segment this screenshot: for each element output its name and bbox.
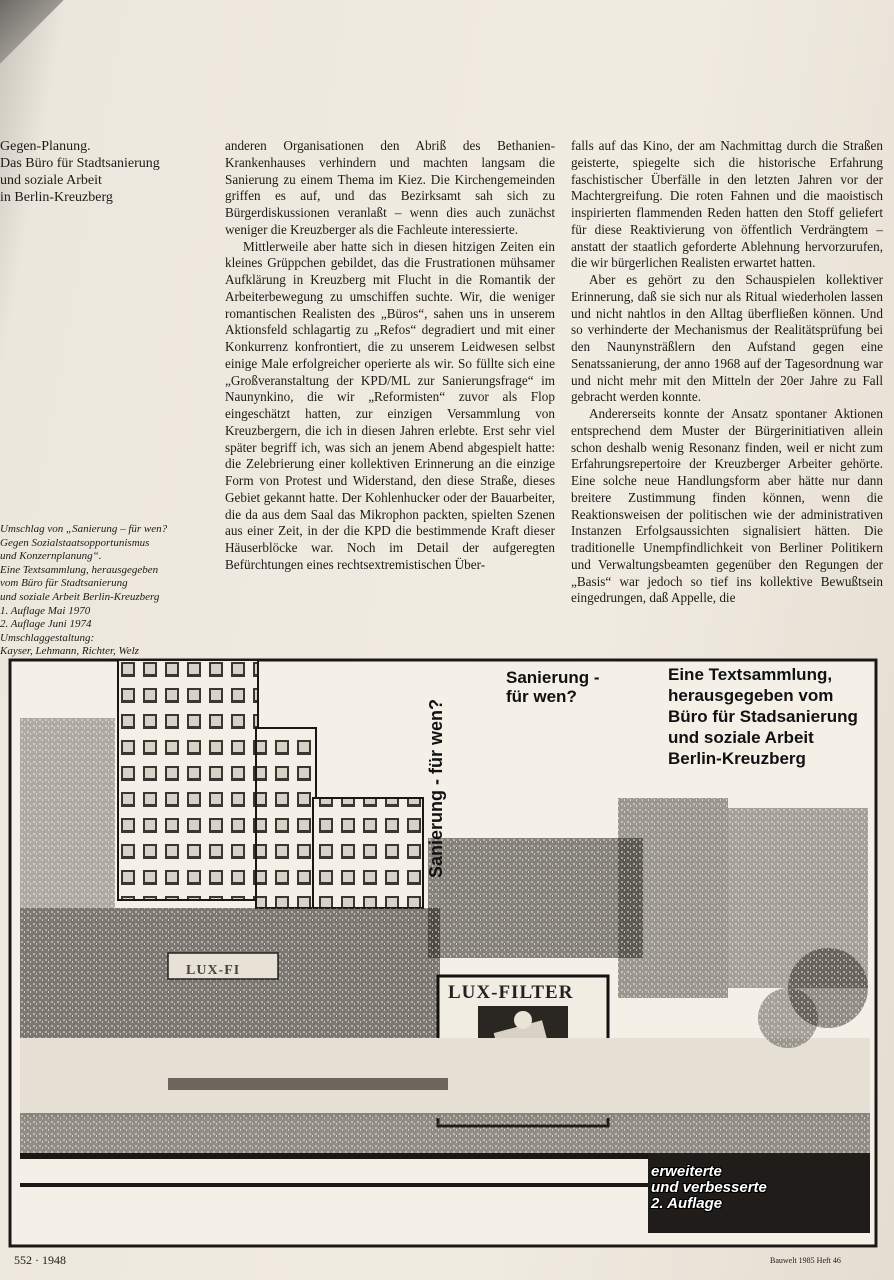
- page-number: 552 · 1948: [14, 1253, 66, 1267]
- paragraph: anderen Organisationen den Abriß des Bethanien-Krankenhauses verhindern und machten langsam die Sanierung zu einem Thema im Kiez. Die Kirchengemeinden griffen es auf, und das Bezirksamt sah sich zu Bürgerdiskussionen veranlaßt – wenn dies auch zunächst weniger die Kreuzberger als die Fachleute interessierte.: [225, 138, 555, 237]
- body-column-middle: [225, 138, 555, 574]
- wall-sign-text: LUX-FI: [186, 963, 241, 978]
- issue-reference: Bauwelt 1985 Heft 46: [770, 1256, 841, 1265]
- body-column-right: [571, 138, 883, 607]
- paragraph: falls auf das Kino, der am Nachmittag durch die Straßen geisterte, spiegelte sich die historische Erfahrung faschistischer Überfälle in den letzten Jahren vor der Machtergreifung. Die roten Fahnen und die maoistisch inspirierten flammenden Reden hatten den Stoff geliefert für diese Reaktivierung von öffentlich Verdrängtem – anstatt der staatlich geforderte Ablehnung hervorzurufen, die wir bürgerlichen Realisten erwartet hatten.: [571, 138, 883, 271]
- photo-caption-heading: Gegen-Planung. Das Büro für Stadtsanierung und soziale Arbeit in Berlin-Kreuzberg: [0, 139, 160, 205]
- cover-subtitle: Eine Textsammlung, herausgegeben vom Büro für Stadsanierung und soziale Arbeit Berlin-Kreuzberg: [668, 665, 858, 768]
- paragraph: Andererseits konnte der Ansatz spontaner Aktionen entsprechend dem Muster der Bürgerinitiativen allein schon deshalb wenig Resonanz finden, weil er nicht zum Erfahrungsrepertoire der Kreuzberger Arbeiter gehörte. Eine solche neue Handlungsform aber hätte nur dann breitere Zustimmung finden können, wenn die Reaktionsweisen der politischen wie der administrativen Instanzen Erfolgsaussichten signalisiert hätten. Die traditionelle Unempfindlichkeit von Berliner Politikern und Verwaltungsbeamten gegenüber den Regungen der „Basis“ war jedoch so tief ins kollektive Bewußtsein eingedrungen, daß Appelle, die: [571, 406, 883, 606]
- paragraph: Mittlerweile aber hatte sich in diesen hitzigen Zeiten ein kleines Grüppchen gebildet, das die Frustrationen mühsamer Aufklärung in Kreuzberg mit Flucht in die Romantik der Arbeiterbewegung zu umschiffen suchte. Wir, die weniger romantischen Realisten des „Büros“, sahen uns in unserem Aktionsfeld schlagartig zu „Refos“ degradiert und mit einer Konkurrenz konfrontiert, die zu unserem Leidwesen selbst einige Male erfolgreicher operierte als wir. So füllte sich eine „Großveranstaltung der KPD/ML zur Sanierungsfrage“ im Naunynkino, die wir „Reformisten“ zuvor als Flop eingeschätzt hatten, zur einzigen Versammlung von Kreuzbergern, die ich in diesen Jahren erlebte. Erst sehr viel später begriff ich, was sich an jenem Abend abgespielt hatte: die Zelebrierung einer kollektiven Erinnerung an die einzige Form von Protest und Widerstand, den diese Straße, dieses Gebiet gekannt hatte. Der Kohlenhucker oder der Bauarbeiter, die da aus dem Saal das Mikrophon packten, spielten Szenen aus einer Zeit, in der die KPD die bestimmende Kraft dieser Häuserblöcke war. Noch im Detail der aufgeregten Befürchtungen eines rechtsextremistischen Über-: [225, 238, 555, 572]
- cover-caption: Umschlag von „Sanierung – für wen? Gegen Sozialstaatsopportunismus und Konzernplanung“. Eine Textsammlung, herausgegeben vom Büro für Stadtsanierung und soziale Arbeit Berlin-Kreuzberg 1. Auflage Mai 1970 2. Auflage Juni 1974 Umschlaggestaltung: Kayser, Lehmann, Richter, Welz: [0, 523, 168, 658]
- paragraph: Aber es gehört zu den Schauspielen kollektiver Erinnerung, daß sie sich nur als Ritual wiederholen lassen und nicht nahtlos in den Alltag überfließen können. Und so verhinderte der Mechanismus der Realitätsprüfung bei den Naunynsträßlern den Aufstand gegen eine Senatssanierung, der anno 1968 auf der Tagesordnung war und nicht mehr mit den Mitteln der 20er Jahre zu Fall gebracht werden konnte.: [571, 272, 883, 405]
- page-corner-fold: [0, 0, 70, 70]
- edition-note: erweiterte und verbesserte 2. Auflage: [651, 1163, 767, 1212]
- cover-title: Sanierung - für wen?: [506, 668, 600, 706]
- cover-vertical-title: Sanierung - für wen?: [426, 698, 446, 878]
- billboard-sign-text: LUX-FILTER: [448, 982, 574, 1003]
- book-cover-image: [8, 658, 878, 1248]
